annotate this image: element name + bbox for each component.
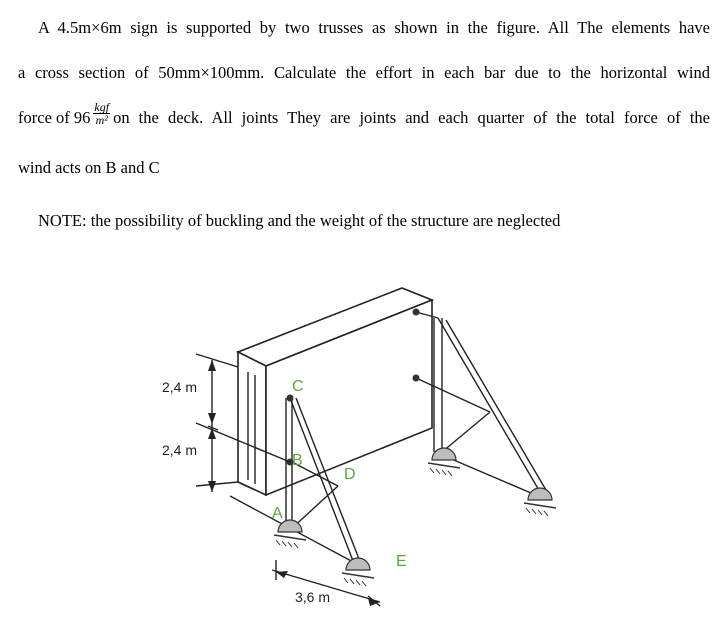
unit-numerator: kgf	[94, 100, 110, 114]
label-E: E	[396, 553, 407, 570]
arrow-up-mid	[208, 428, 216, 439]
support-E	[342, 558, 374, 586]
dim-lower-label: 2,4 m	[162, 442, 198, 458]
sign-left-face	[238, 352, 266, 495]
dim-upper-label: 2,4 m	[162, 379, 198, 395]
joint-C	[287, 395, 294, 402]
dim-base-label: 3,6 m	[295, 589, 331, 605]
problem-line-1-text: A 4.5m×6m sign is supported by two trusses as shown in the figure. All The elements have	[38, 18, 710, 37]
arrow-down-bottom	[208, 481, 216, 492]
sign-board	[238, 288, 432, 495]
problem-line-3-after: on the deck. All joints They are joints and each quarter of the total force of the	[113, 107, 710, 127]
problem-line-3-before: force of 96	[18, 107, 91, 127]
arrow-up-top	[208, 360, 216, 371]
arrow-down-mid	[208, 413, 216, 424]
label-D: D	[344, 466, 356, 483]
note-text: NOTE: the possibility of buckling and the weight of the structure are neglected	[38, 211, 561, 230]
label-C: C	[292, 378, 304, 395]
support-right-back	[428, 448, 460, 476]
unit-denominator: m²	[95, 113, 108, 127]
problem-line-2-text: a cross section of 50mm×100mm. Calculate the effort in each bar due to the horizontal wind	[18, 63, 710, 82]
right-joint-top	[413, 309, 420, 316]
label-B: B	[292, 452, 303, 469]
right-truss	[416, 312, 546, 496]
problem-line-4-text: wind acts on B and C	[18, 158, 160, 177]
right-joint-mid	[413, 375, 420, 382]
label-A: A	[272, 505, 283, 522]
